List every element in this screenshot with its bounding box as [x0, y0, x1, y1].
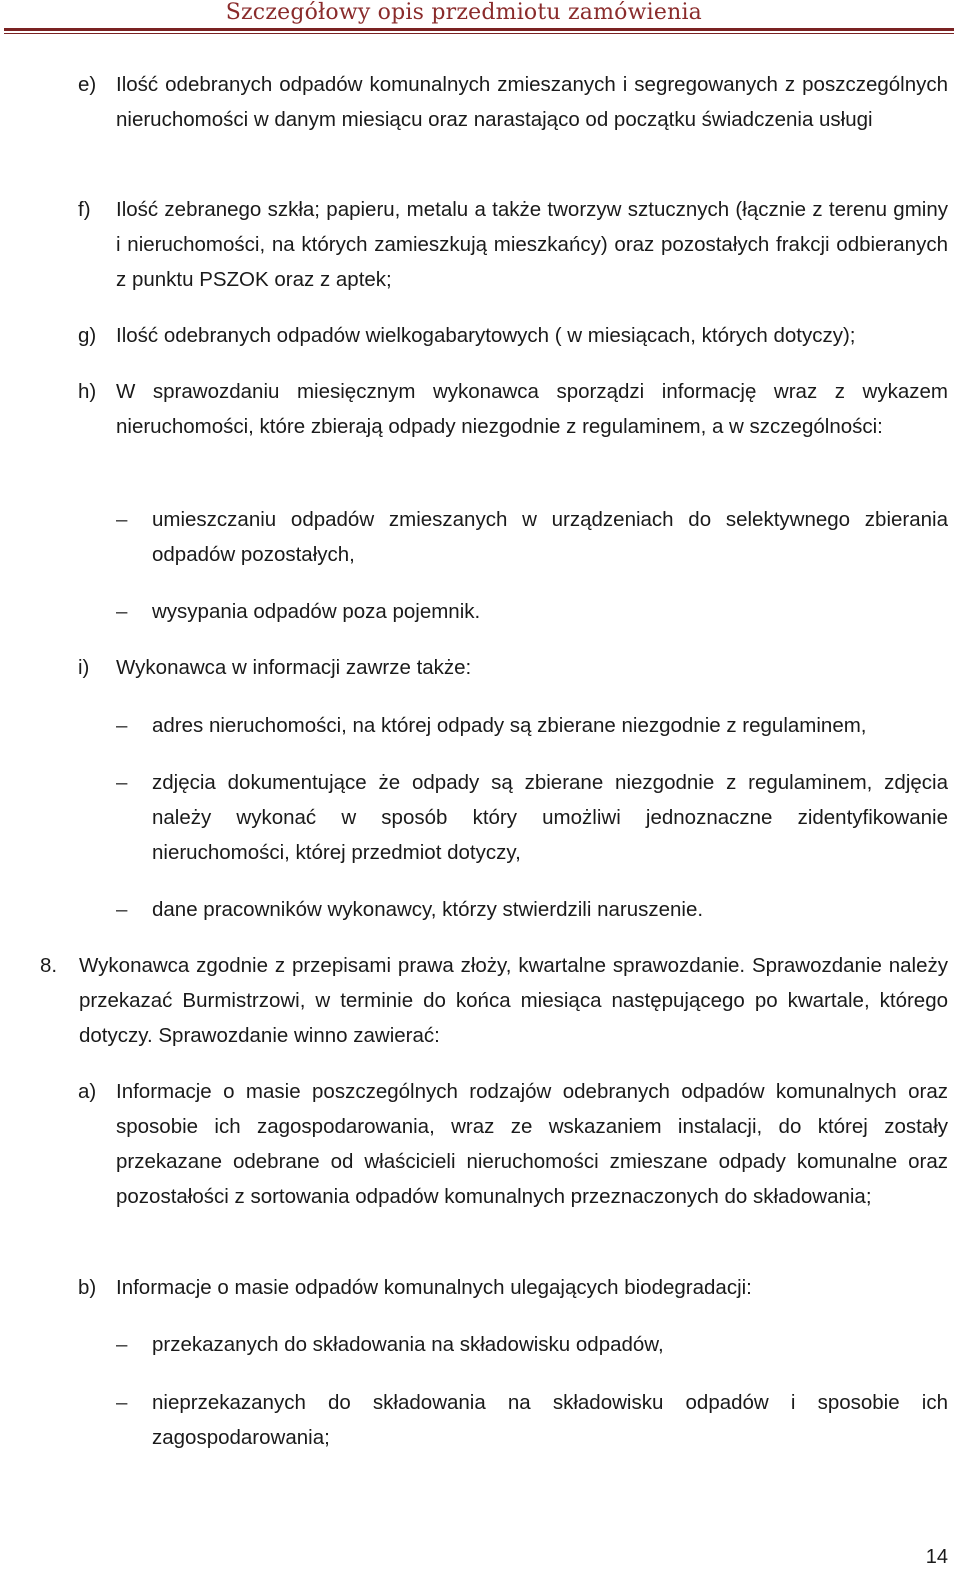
- section-8-item-a-marker: a): [78, 1080, 97, 1103]
- item-f-marker: f): [78, 198, 91, 221]
- item-g-text: Ilość odebranych odpadów wielkogabarytowych ( w miesiącach, których dotyczy);: [116, 324, 856, 347]
- section-8-item-a-text: Informacje o masie poszczególnych rodzajów odebranych odpadów komunalnych oraz sposobie ich zagospodarowania, wraz ze wskazaniem instalacji, do której zostały przekazane odebrane od właścicieli nieruchomości zmieszane odpady komunalne oraz pozostałości z sortowania odpadów komunalnych przeznaczonych do składowania;: [116, 1080, 948, 1208]
- item-g-marker: g): [78, 324, 97, 347]
- item-i-bullet-2-dash: –: [116, 771, 128, 794]
- section-8-item-b-bullet-2: nieprzekazanych do składowania na składowisku odpadów i sposobie ich zagospodarowania;: [152, 1391, 948, 1449]
- item-i-bullet-3-dash: –: [116, 898, 128, 921]
- section-8-item-b-bullet-1-dash: –: [116, 1333, 128, 1356]
- item-i-text: Wykonawca w informacji zawrze także:: [116, 656, 472, 679]
- item-i-bullet-3: dane pracowników wykonawcy, którzy stwierdzili naruszenie.: [152, 898, 704, 921]
- section-8-text: Wykonawca zgodnie z przepisami prawa złoży, kwartalne sprawozdanie. Sprawozdanie należy przekazać Burmistrzowi, w terminie do końca miesiąca następującego po kwartale, którego dotyczy. Sprawozdanie winno zawierać:: [79, 954, 948, 1047]
- item-h-bullet-1: umieszczaniu odpadów zmieszanych w urządzeniach do selektywnego zbierania odpadów pozostałych,: [152, 508, 948, 566]
- section-8-item-b-text: Informacje o masie odpadów komunalnych ulegających biodegradacji:: [116, 1276, 752, 1299]
- item-f-text: Ilość zebranego szkła; papieru, metalu a także tworzyw sztucznych (łącznie z terenu gminy i nieruchomości, na których zamieszkują mieszkańcy) oraz pozostałych frakcji odbieranych z punktu PSZOK oraz z aptek;: [116, 198, 948, 291]
- item-i-marker: i): [78, 656, 90, 679]
- item-i-bullet-1: adres nieruchomości, na której odpady są zbierane niezgodnie z regulaminem,: [152, 714, 867, 737]
- section-8-item-b-bullet-2-dash: –: [116, 1391, 128, 1414]
- item-i-bullet-1-dash: –: [116, 714, 128, 737]
- page-number: 14: [925, 1546, 948, 1568]
- item-h-text: W sprawozdaniu miesięcznym wykonawca sporządzi informację wraz z wykazem nieruchomości, które zbierają odpady niezgodnie z regulaminem, a w szczególności:: [116, 380, 948, 438]
- item-h-bullet-1-dash: –: [116, 508, 128, 531]
- section-8-item-b-marker: b): [78, 1276, 97, 1299]
- item-h-marker: h): [78, 380, 97, 403]
- item-e-marker: e): [78, 73, 97, 96]
- item-h-bullet-2: wysypania odpadów poza pojemnik.: [152, 600, 481, 623]
- header-title: Szczegółowy opis przedmiotu zamówienia: [225, 0, 702, 25]
- section-8-item-b-bullet-1: przekazanych do składowania na składowisku odpadów,: [152, 1333, 664, 1356]
- item-i-bullet-2: zdjęcia dokumentujące że odpady są zbierane niezgodnie z regulaminem, zdjęcia należy wykonać w sposób który umożliwi jednoznaczne zidentyfikowanie nieruchomości, której przedmiot dotyczy,: [152, 771, 948, 864]
- item-h-bullet-2-dash: –: [116, 600, 128, 623]
- section-8-marker: 8.: [40, 954, 58, 977]
- item-e-text: Ilość odebranych odpadów komunalnych zmieszanych i segregowanych z poszczególnych nieruchomości w danym miesiącu oraz narastająco od początku świadczenia usługi: [116, 73, 948, 131]
